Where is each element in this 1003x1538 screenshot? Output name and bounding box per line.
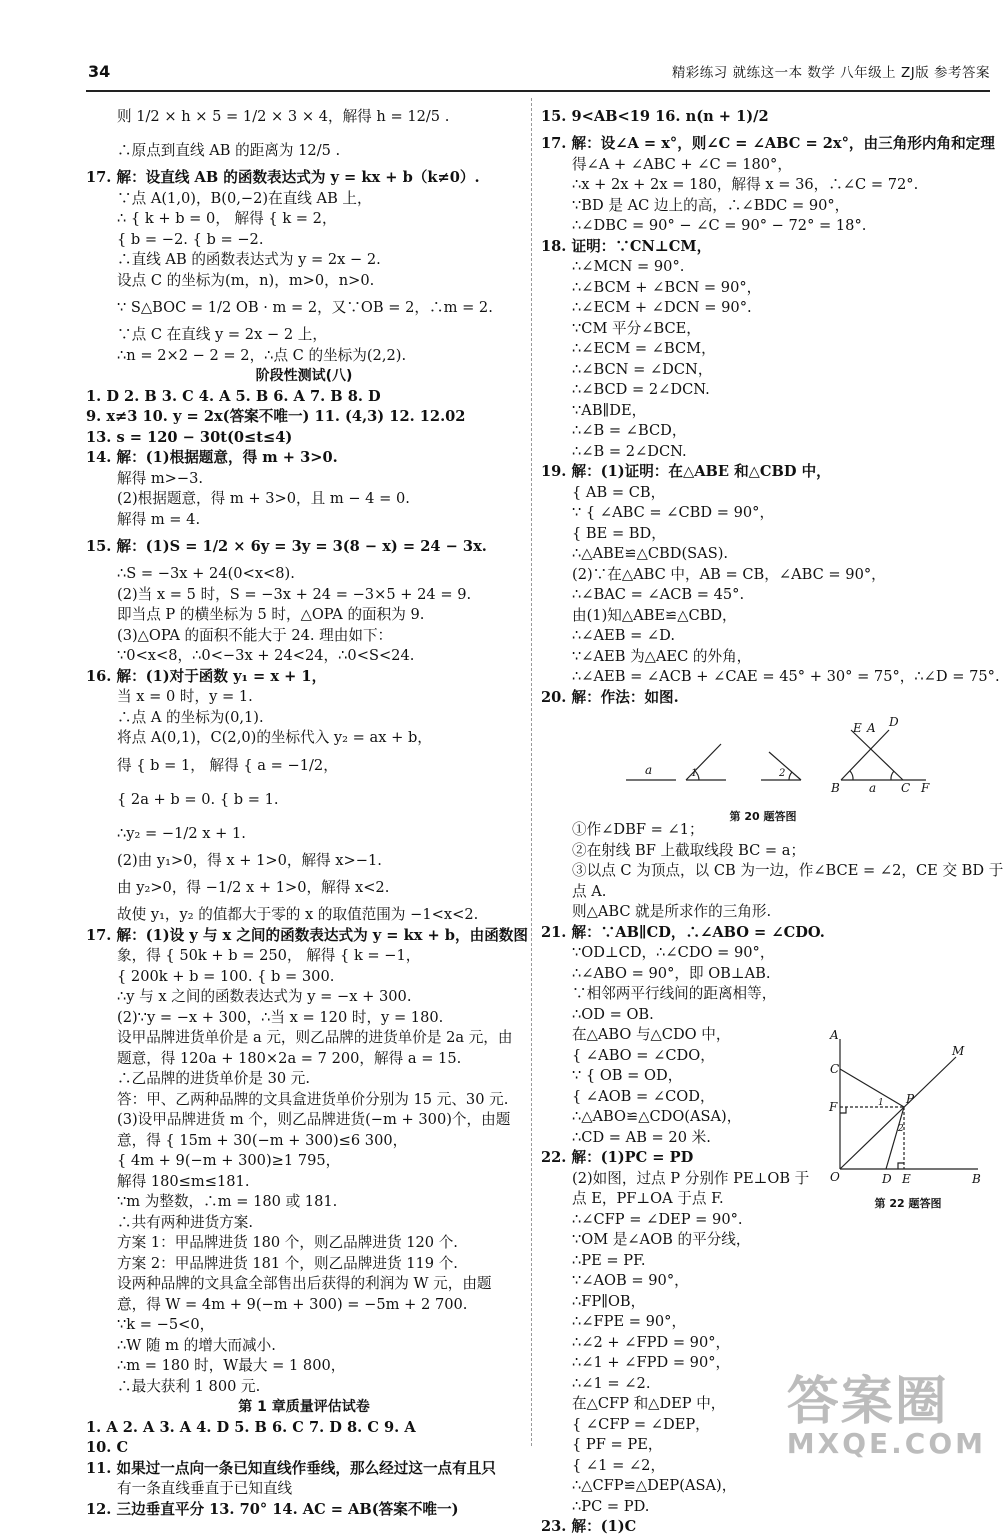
column-divider bbox=[531, 98, 532, 1446]
label-E: E bbox=[902, 1172, 911, 1186]
left-column-line: ∴n = 2×2 − 2 = 2，∴点 C 的坐标为(2,2). bbox=[117, 346, 407, 364]
right-column-line: ∴∠2 + ∠FPD = 90°， bbox=[572, 1333, 731, 1351]
left-column-line: { 4m + 9(−m + 300)≥1 795， bbox=[117, 1152, 341, 1169]
right-column bbox=[541, 100, 1003, 1538]
left-column-line: { b = −2. { b = −2. bbox=[117, 230, 264, 248]
header-rule bbox=[86, 90, 990, 92]
right-column-line: 17. 解：设∠A = x°，则∠C = ∠ABC = 2x°，由三角形内角和定理 bbox=[541, 135, 995, 152]
right-column-line: 23. 解：(1)C bbox=[541, 1518, 637, 1535]
left-column-line: ∴y 与 x 之间的函数表达式为 y = −x + 300. bbox=[117, 988, 412, 1005]
label-A: A bbox=[830, 1028, 839, 1042]
right-column-line: 点 A. bbox=[572, 882, 607, 900]
right-column-line: ∴∠FPE = 90°， bbox=[572, 1313, 687, 1330]
label-F: F bbox=[829, 1100, 838, 1114]
ray-BD bbox=[841, 730, 889, 780]
left-column-line: 方案 2：甲品牌进货 181 个，则乙品牌进货 119 个. bbox=[117, 1254, 458, 1272]
right-column-line: ∵CM 平分∠BCE， bbox=[572, 319, 701, 337]
right-column-line: ∴FP∥OB， bbox=[572, 1292, 646, 1310]
watermark bbox=[786, 1372, 986, 1460]
left-column-line: 15. 解：(1)S = 1/2 × 6y = 3y = 3(8 − x) = 24 − 3x. bbox=[86, 538, 487, 555]
left-column-line: 题意，得 120a + 180×2a = 7 200，解得 a = 15. bbox=[117, 1049, 462, 1067]
left-column-line: ∵ S△BOC = 1/2 OB · m = 2，又∵OB = 2，∴m = 2. bbox=[117, 299, 493, 316]
right-column-line: 在△CFP 和△DEP 中， bbox=[572, 1395, 726, 1412]
right-column-line: { ∠1 = ∠2， bbox=[572, 1456, 666, 1474]
right-column-line: 由(1)知△ABE≌△CBD， bbox=[572, 606, 737, 624]
left-column-line: ∵m 为整数，∴m = 180 或 181. bbox=[117, 1193, 338, 1210]
left-column-line: (2)当 x = 5 时，S = −3x + 24 = −3×5 + 24 = 9. bbox=[117, 585, 472, 603]
watermark-logo-text: 答案圈 bbox=[786, 1372, 949, 1432]
left-column-line: ∴m = 180 时，W最大 = 1 800， bbox=[117, 1357, 346, 1374]
left-column-line: (2)∵y = −x + 300，∴当 x = 120 时，y = 180. bbox=[117, 1008, 444, 1026]
label-M: M bbox=[952, 1044, 965, 1058]
right-column-line: ∴∠BCN = ∠DCN， bbox=[572, 360, 713, 378]
right-column-line: 19. 解：(1)证明：在△ABE 和△CBD 中， bbox=[541, 463, 831, 480]
left-column-line: ∴S = −3x + 24(0<x<8). bbox=[117, 565, 295, 582]
angle2-arc bbox=[789, 772, 792, 780]
left-column-line: 答：甲、乙两种品牌的文具盒进货单价分别为 15 元、30 元. bbox=[117, 1090, 509, 1108]
label-2: 2 bbox=[898, 1124, 904, 1134]
left-column-line: (2)根据题意，得 m + 3>0，且 m − 4 = 0. bbox=[117, 490, 410, 507]
figure-22 bbox=[828, 1027, 988, 1210]
right-column-line: ∴∠AEB = ∠ACB + ∠CAE = 45° + 30° = 75°，∴∠D = 75°. bbox=[572, 668, 1000, 685]
left-column-line: 将点 A(0,1)，C(2,0)的坐标代入 y₂ = ax + b， bbox=[117, 729, 432, 746]
label-C: C bbox=[830, 1062, 840, 1076]
left-column-line: ∵点 C 在直线 y = 2x − 2 上， bbox=[117, 326, 327, 343]
label-1: 1 bbox=[691, 768, 698, 779]
left-column-line: ∴点 A 的坐标为(0,1). bbox=[117, 708, 264, 726]
left-column-line: 解得 180≤m≤181. bbox=[117, 1172, 250, 1190]
left-column-line: 16. 解：(1)对于函数 y₁ = x + 1， bbox=[86, 667, 327, 685]
left-column-line: 17. 解：(1)设 y 与 x 之间的函数表达式为 y = kx + b，由函数图 bbox=[86, 926, 528, 944]
left-column-line: 有一条直线垂直于已知直线 bbox=[117, 1480, 293, 1497]
left-column-line: ∴直线 AB 的函数表达式为 y = 2x − 2. bbox=[117, 251, 381, 268]
left-column-line: ∴乙品牌的进货单价是 30 元. bbox=[117, 1070, 311, 1087]
right-column-line: ∴x + 2x + 2x = 180，解得 x = 36，∴∠C = 72°. bbox=[572, 176, 919, 193]
right-column-line: ∵OM 是∠AOB 的平分线， bbox=[572, 1231, 751, 1248]
left-column-line: 故使 y₁，y₂ 的值都大于零的 x 的取值范围为 −1<x<2. bbox=[117, 906, 479, 923]
label-B: B bbox=[831, 781, 840, 795]
right-column-line: ∴△ABO≌△CDO(ASA)， bbox=[572, 1108, 742, 1125]
right-column-line: ∴△ABE≌△CBD(SAS). bbox=[572, 545, 729, 562]
right-column-line: { AB = CB， bbox=[572, 483, 666, 501]
right-column-line: { ∠AOB = ∠COD， bbox=[572, 1087, 715, 1105]
right-column-line: 18. 证明：∵CN⊥CM， bbox=[541, 237, 712, 255]
figure-20-drawing bbox=[541, 708, 985, 800]
left-column-line: (2)由 y₁>0，得 x + 1>0，解得 x>−1. bbox=[117, 851, 382, 869]
right-column-line: ∵OD⊥CD，∴∠CDO = 90°， bbox=[572, 944, 775, 961]
left-column-line: (3)设甲品牌进货 m 个，则乙品牌进货(−m + 300)个，由题 bbox=[117, 1111, 511, 1128]
right-column-line: ∴∠BCD = 2∠DCN. bbox=[572, 381, 710, 398]
left-column-line: { 200k + b = 100. { b = 300. bbox=[117, 967, 335, 985]
figure-22-caption: 第 22 题答图 bbox=[874, 1196, 942, 1210]
page-number: 34 bbox=[88, 62, 111, 81]
left-column-line: 9. x≠3 10. y = 2x(答案不唯一) 11. (4,3) 12. 12.02 bbox=[86, 408, 466, 425]
right-column-line: 则△ABC 就是所求作的三角形. bbox=[572, 903, 772, 920]
left-column-line: 当 x = 0 时，y = 1. bbox=[117, 688, 253, 705]
left-column-line: 设点 C 的坐标为(m，n)，m>0，n>0. bbox=[117, 271, 375, 289]
right-column-line: { PF = PE， bbox=[572, 1436, 663, 1453]
right-column-line: ∴OD = OB. bbox=[572, 1005, 654, 1023]
left-column-line: 12. 三边垂直平分 13. 70° 14. AC = AB(答案不唯一) bbox=[86, 1500, 459, 1518]
right-column-line: ∴△CFP≌△DEP(ASA)， bbox=[572, 1477, 737, 1494]
right-column-line: { ∠CFP = ∠DEP， bbox=[572, 1415, 710, 1433]
label-A: A bbox=[867, 721, 876, 735]
label-a: a bbox=[645, 763, 653, 777]
left-column-line: 解得 m>−3. bbox=[117, 469, 204, 487]
figure-20-caption: 第 20 题答图 bbox=[729, 809, 797, 823]
left-column-line: 第 1 章质量评估试卷 bbox=[238, 1399, 370, 1415]
right-column-line: 21. 解：∵AB∥CD，∴∠ABO = ∠CDO. bbox=[541, 923, 825, 941]
left-column-line: 解得 m = 4. bbox=[117, 510, 201, 528]
right-column-line: ∵AB∥DE， bbox=[572, 401, 647, 419]
left-column-line: ∴共有两种进货方案. bbox=[117, 1213, 253, 1231]
running-title: 精彩练习 就练这一本 数学 八年级上 ZJ版 参考答案 bbox=[671, 65, 990, 81]
figure-20 bbox=[541, 708, 985, 823]
right-column-line: ∴∠AEB = ∠D. bbox=[572, 627, 675, 644]
right-column-line: ∴∠ECM + ∠DCN = 90°. bbox=[572, 299, 752, 316]
right-column-line: ∵∠AEB 为△AEC 的外角， bbox=[572, 647, 752, 665]
right-column-line: ∴∠B = ∠BCD， bbox=[572, 422, 687, 439]
right-column-line: ∵相邻两平行线间的距离相等， bbox=[572, 985, 777, 1002]
right-column-line: ∵ { OB = OD， bbox=[572, 1067, 683, 1084]
left-column-line: 即当点 P 的横坐标为 5 时，△OPA 的面积为 9. bbox=[117, 606, 425, 623]
right-column-line: ①作∠DBF = ∠1； bbox=[572, 821, 704, 838]
right-column-line: ∴∠CFP = ∠DEP = 90°. bbox=[572, 1210, 743, 1228]
left-column-line: 象，得 { 50k + b = 250， 解得 { k = −1， bbox=[117, 947, 421, 964]
left-column-line: 设两种品牌的文具盒全部售出后获得的利润为 W 元，由题 bbox=[117, 1275, 492, 1292]
label-D: D bbox=[889, 715, 899, 729]
left-column-line: 阶段性测试(八) bbox=[255, 368, 353, 384]
label-E: E bbox=[853, 721, 862, 735]
left-column-line: ∴y₂ = −1/2 x + 1. bbox=[117, 824, 246, 842]
right-column-line: ∴∠ABO = 90°，即 OB⊥AB. bbox=[572, 964, 771, 982]
right-column-line: { ∠ABO = ∠CDO， bbox=[572, 1046, 715, 1064]
left-column-line: 意，得 { 15m + 30(−m + 300)≤6 300， bbox=[117, 1131, 408, 1149]
right-column-line: ∴∠MCN = 90°. bbox=[572, 258, 685, 275]
right-column-line: ∴∠B = 2∠DCN. bbox=[572, 442, 687, 460]
left-column-line: 17. 解：设直线 AB 的函数表达式为 y = kx + b（k≠0）. bbox=[86, 169, 480, 186]
right-angle-F bbox=[840, 1107, 846, 1113]
left-column-line: 意，得 W = 4m + 9(−m + 300) = −5m + 2 700. bbox=[117, 1295, 468, 1313]
left-column-line: 1. A 2. A 3. A 4. D 5. B 6. C 7. D 8. C 9. A bbox=[86, 1418, 416, 1436]
label-B: B bbox=[972, 1172, 981, 1186]
left-column-line: ∴最大获利 1 800 元. bbox=[117, 1377, 261, 1395]
left-column-line: (3)△OPA 的面积不能大于 24. 理由如下： bbox=[117, 626, 393, 644]
left-column-line: ∴W 随 m 的增大而减小. bbox=[117, 1336, 276, 1354]
left-column-line: ∵点 A(1,0)，B(0,−2)在直线 AB 上， bbox=[117, 189, 372, 207]
figure-22-drawing bbox=[828, 1027, 988, 1187]
label-F: F bbox=[921, 781, 930, 795]
right-column-line: ∴∠1 + ∠FPD = 90°， bbox=[572, 1354, 731, 1371]
right-column-line: 在△ABO 与△CDO 中， bbox=[572, 1026, 731, 1043]
right-column-line: (2)∵在△ABC 中，AB = CB，∠ABC = 90°， bbox=[572, 565, 886, 583]
left-column-line: ∵0<x<8，∴0<−3x + 24<24，∴0<S<24. bbox=[117, 647, 415, 664]
label-C: C bbox=[901, 781, 911, 795]
left-column-line: 则 1/2 × h × 5 = 1/2 × 3 × 4，解得 h = 12/5 . bbox=[117, 108, 450, 125]
right-column-line: ∵BD 是 AC 边上的高，∴∠BDC = 90°， bbox=[572, 196, 850, 214]
ray-OM bbox=[840, 1057, 956, 1169]
right-column-line: ∴∠DBC = 90° − ∠C = 90° − 72° = 18°. bbox=[572, 217, 867, 234]
left-column-line: 10. C bbox=[86, 1439, 129, 1456]
right-column-line: ∵ { ∠ABC = ∠CBD = 90°， bbox=[572, 504, 775, 521]
label-O: O bbox=[830, 1170, 840, 1184]
right-column-line: (2)如图，过点 P 分别作 PE⊥OB 于 bbox=[572, 1169, 810, 1187]
right-column-line: ∴∠BCM + ∠BCN = 90°， bbox=[572, 278, 762, 296]
left-column-line: 由 y₂>0，得 −1/2 x + 1>0，解得 x<2. bbox=[117, 879, 390, 896]
left-column-line: 14. 解：(1)根据题意，得 m + 3>0. bbox=[86, 449, 338, 466]
segment-CP bbox=[840, 1069, 904, 1107]
left-column-line: 1. D 2. B 3. C 4. A 5. B 6. A 7. B 8. D bbox=[86, 387, 381, 405]
left-column-line: ∵k = −5<0， bbox=[117, 1316, 215, 1333]
label-1: 1 bbox=[878, 1098, 884, 1108]
page-header bbox=[88, 62, 990, 88]
right-column-line: 22. 解：(1)PC = PD bbox=[541, 1149, 694, 1166]
right-column-line: ③以点 C 为顶点，以 CB 为一边，作∠BCE = ∠2，CE 交 BD 于 bbox=[572, 862, 1003, 879]
left-column-line: 得 { b = 1， 解得 { a = −1/2， bbox=[117, 756, 338, 774]
ray-CE bbox=[851, 730, 903, 780]
left-column-line: ∴ { k + b = 0， 解得 { k = 2， bbox=[117, 210, 337, 227]
right-column-line: ∵∠AOB = 90°， bbox=[572, 1272, 689, 1289]
left-column-line: { 2a + b = 0. { b = 1. bbox=[117, 790, 279, 808]
right-column-line: 点 E，PF⊥OA 于点 F. bbox=[572, 1190, 724, 1207]
label-2: 2 bbox=[779, 768, 786, 779]
left-column bbox=[86, 100, 528, 1520]
right-column-line: ∴PC = PD. bbox=[572, 1497, 650, 1515]
right-column-line: ∴∠BAC = ∠ACB = 45°. bbox=[572, 586, 745, 603]
right-column-line: ∴∠ECM = ∠BCM， bbox=[572, 340, 716, 357]
label-a2: a bbox=[869, 781, 877, 795]
left-column-line: 设甲品牌进货单价是 a 元，则乙品牌的进货单价是 2a 元，由 bbox=[117, 1029, 513, 1046]
left-column-line: 方案 1：甲品牌进货 180 个，则乙品牌进货 120 个. bbox=[117, 1234, 458, 1251]
left-column-line: 11. 如果过一点向一条已知直线作垂线，那么经过这一点有且只 bbox=[86, 1459, 496, 1477]
right-column-line: ∴PE = PF. bbox=[572, 1251, 646, 1269]
angle-B-arc bbox=[850, 771, 853, 780]
right-column-line: { BE = BD， bbox=[572, 524, 666, 542]
angle-C-arc bbox=[891, 771, 894, 780]
right-column-line: 15. 9<AB<19 16. n(n + 1)/2 bbox=[541, 108, 769, 125]
label-P: P bbox=[906, 1092, 915, 1106]
left-column-line: 13. s = 120 − 30t(0≤t≤4) bbox=[86, 428, 293, 446]
left-column-line: ∴原点到直线 AB 的距离为 12/5 . bbox=[117, 142, 341, 159]
right-column-line: ∴∠1 = ∠2. bbox=[572, 1374, 651, 1392]
right-column-line: ②在射线 BF 上截取线段 BC = a； bbox=[572, 841, 806, 859]
right-column-line: 20. 解：作法：如图. bbox=[541, 688, 679, 706]
right-angle-E bbox=[898, 1163, 904, 1169]
right-column-line: ∴CD = AB = 20 米. bbox=[572, 1128, 711, 1146]
watermark-url: MXQE.COM bbox=[786, 1427, 986, 1460]
label-D: D bbox=[882, 1172, 892, 1186]
right-top-block bbox=[541, 100, 1000, 708]
right-column-line: 得∠A + ∠ABC + ∠C = 180°， bbox=[572, 155, 792, 173]
